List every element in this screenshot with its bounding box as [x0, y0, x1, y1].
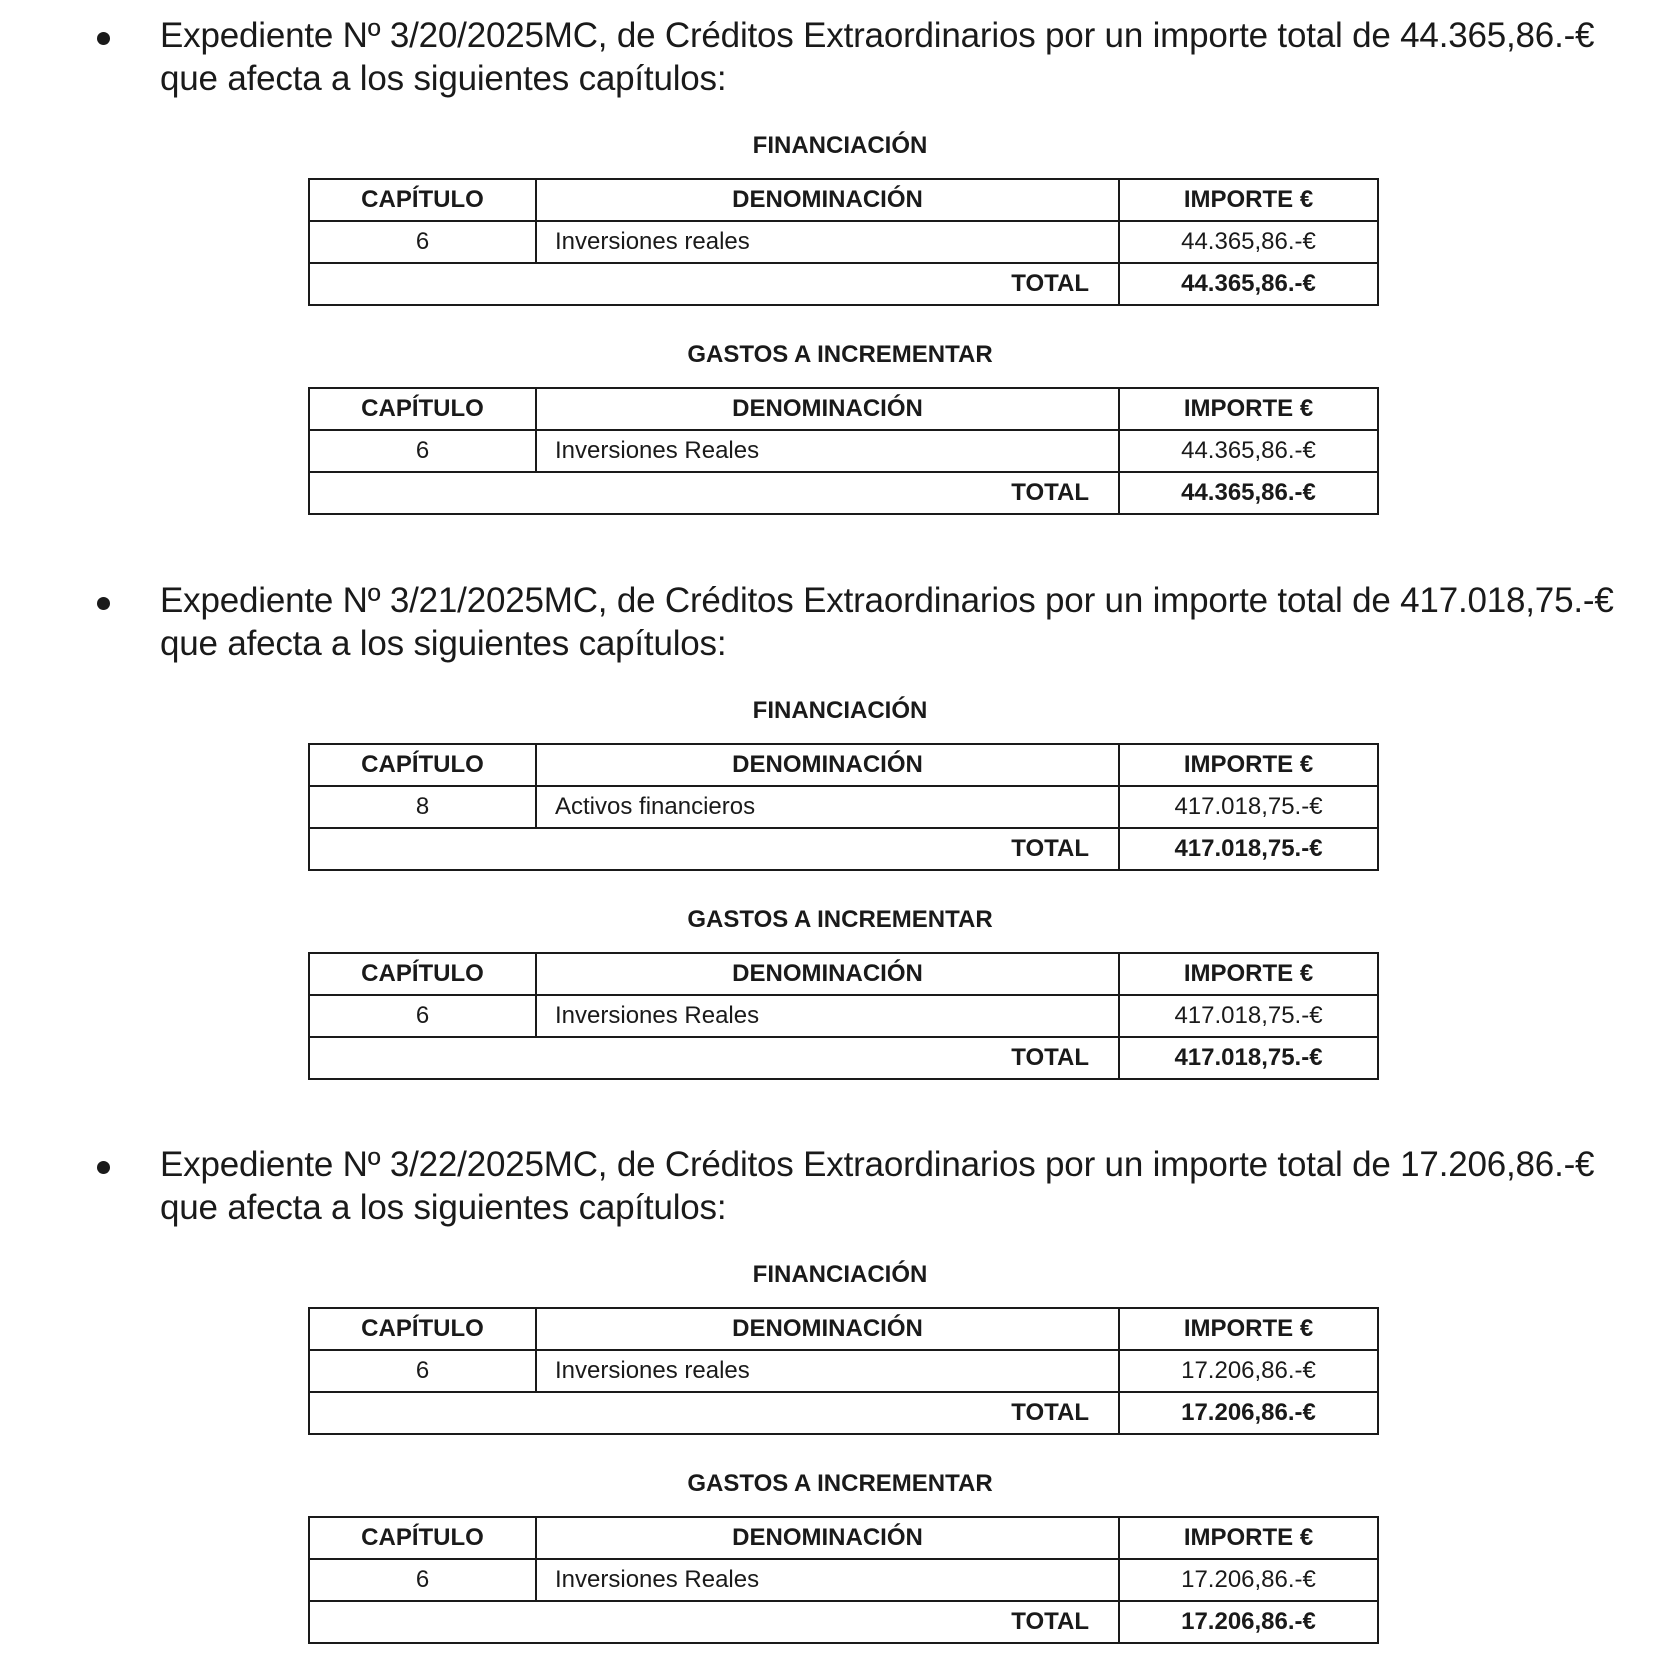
header-importe: IMPORTE €: [1119, 744, 1378, 786]
financiacion-table: [308, 1307, 1379, 1435]
cell-capitulo: 6: [309, 1350, 536, 1392]
section-title-financiacion: FINANCIACIÓN: [752, 132, 928, 159]
gastos-table: [308, 387, 1379, 515]
expediente-line-2: que afecta a los siguientes capítulos:: [160, 59, 727, 98]
expediente-description: [160, 579, 1680, 665]
section-title-gastos: GASTOS A INCREMENTAR: [687, 341, 993, 368]
header-denominacion: DENOMINACIÓN: [536, 179, 1119, 221]
gastos-table: [308, 1516, 1379, 1644]
expediente-line-1: Expediente Nº 3/22/2025MC, de Créditos Extraordinarios por un importe total de 17.206,86.-€: [160, 1145, 1595, 1184]
expediente-block: [0, 1143, 1680, 1635]
total-value: 44.365,86.-€: [1119, 472, 1378, 514]
cell-capitulo: 6: [309, 995, 536, 1037]
table-header-row: [309, 179, 1378, 221]
table-total-row: [309, 1601, 1378, 1643]
table-row: [309, 1559, 1378, 1601]
financiacion-table: [308, 178, 1379, 306]
cell-denominacion: Inversiones Reales: [536, 430, 1119, 472]
cell-importe: 44.365,86.-€: [1119, 221, 1378, 263]
header-importe: IMPORTE €: [1119, 1308, 1378, 1350]
cell-denominacion: Inversiones Reales: [536, 1559, 1119, 1601]
cell-capitulo: 6: [309, 1559, 536, 1601]
financiacion-table: [308, 743, 1379, 871]
header-capitulo: CAPÍTULO: [309, 179, 536, 221]
expediente-line-1: Expediente Nº 3/21/2025MC, de Créditos Extraordinarios por un importe total de 417.018,75.-€: [160, 581, 1614, 620]
total-label: TOTAL: [309, 828, 1119, 870]
header-denominacion: DENOMINACIÓN: [536, 388, 1119, 430]
cell-denominacion: Inversiones reales: [536, 221, 1119, 263]
section-title-financiacion: FINANCIACIÓN: [752, 697, 928, 724]
expediente-block: [0, 14, 1680, 506]
total-value: 417.018,75.-€: [1119, 828, 1378, 870]
table-header-row: [309, 744, 1378, 786]
gastos-table: [308, 952, 1379, 1080]
table-row: [309, 995, 1378, 1037]
table-header-row: [309, 388, 1378, 430]
cell-importe: 44.365,86.-€: [1119, 430, 1378, 472]
expediente-line-2: que afecta a los siguientes capítulos:: [160, 624, 727, 663]
total-label: TOTAL: [309, 263, 1119, 305]
header-importe: IMPORTE €: [1119, 179, 1378, 221]
cell-denominacion: Inversiones Reales: [536, 995, 1119, 1037]
header-capitulo: CAPÍTULO: [309, 953, 536, 995]
table-row: [309, 786, 1378, 828]
expediente-block: [0, 579, 1680, 1071]
table-row: [309, 1350, 1378, 1392]
table-total-row: [309, 1037, 1378, 1079]
table-header-row: [309, 1308, 1378, 1350]
expediente-line-1: Expediente Nº 3/20/2025MC, de Créditos Extraordinarios por un importe total de 44.365,86.-€: [160, 16, 1595, 55]
bullet-icon: [97, 597, 110, 610]
bullet-item: [0, 1143, 1680, 1235]
header-capitulo: CAPÍTULO: [309, 744, 536, 786]
total-label: TOTAL: [309, 1037, 1119, 1079]
table-total-row: [309, 472, 1378, 514]
cell-capitulo: 8: [309, 786, 536, 828]
cell-capitulo: 6: [309, 430, 536, 472]
bullet-icon: [97, 32, 110, 45]
total-value: 417.018,75.-€: [1119, 1037, 1378, 1079]
total-value: 17.206,86.-€: [1119, 1601, 1378, 1643]
cell-denominacion: Activos financieros: [536, 786, 1119, 828]
section-title-gastos: GASTOS A INCREMENTAR: [687, 1470, 993, 1497]
table-total-row: [309, 263, 1378, 305]
table-header-row: [309, 953, 1378, 995]
header-denominacion: DENOMINACIÓN: [536, 953, 1119, 995]
header-capitulo: CAPÍTULO: [309, 1517, 536, 1559]
header-capitulo: CAPÍTULO: [309, 1308, 536, 1350]
header-importe: IMPORTE €: [1119, 1517, 1378, 1559]
cell-importe: 17.206,86.-€: [1119, 1559, 1378, 1601]
header-importe: IMPORTE €: [1119, 953, 1378, 995]
header-importe: IMPORTE €: [1119, 388, 1378, 430]
section-title-financiacion: FINANCIACIÓN: [752, 1261, 928, 1288]
total-label: TOTAL: [309, 1392, 1119, 1434]
section-title-gastos: GASTOS A INCREMENTAR: [687, 906, 993, 933]
total-value: 17.206,86.-€: [1119, 1392, 1378, 1434]
header-denominacion: DENOMINACIÓN: [536, 744, 1119, 786]
header-denominacion: DENOMINACIÓN: [536, 1308, 1119, 1350]
table-header-row: [309, 1517, 1378, 1559]
table-row: [309, 430, 1378, 472]
total-label: TOTAL: [309, 1601, 1119, 1643]
expediente-description: [160, 1143, 1680, 1229]
total-value: 44.365,86.-€: [1119, 263, 1378, 305]
bullet-icon: [97, 1161, 110, 1174]
bullet-item: [0, 579, 1680, 671]
expediente-description: [160, 14, 1680, 100]
cell-importe: 17.206,86.-€: [1119, 1350, 1378, 1392]
cell-importe: 417.018,75.-€: [1119, 995, 1378, 1037]
total-label: TOTAL: [309, 472, 1119, 514]
bullet-item: [0, 14, 1680, 106]
cell-capitulo: 6: [309, 221, 536, 263]
table-total-row: [309, 828, 1378, 870]
cell-denominacion: Inversiones reales: [536, 1350, 1119, 1392]
expediente-line-2: que afecta a los siguientes capítulos:: [160, 1188, 727, 1227]
table-total-row: [309, 1392, 1378, 1434]
table-row: [309, 221, 1378, 263]
header-denominacion: DENOMINACIÓN: [536, 1517, 1119, 1559]
header-capitulo: CAPÍTULO: [309, 388, 536, 430]
cell-importe: 417.018,75.-€: [1119, 786, 1378, 828]
